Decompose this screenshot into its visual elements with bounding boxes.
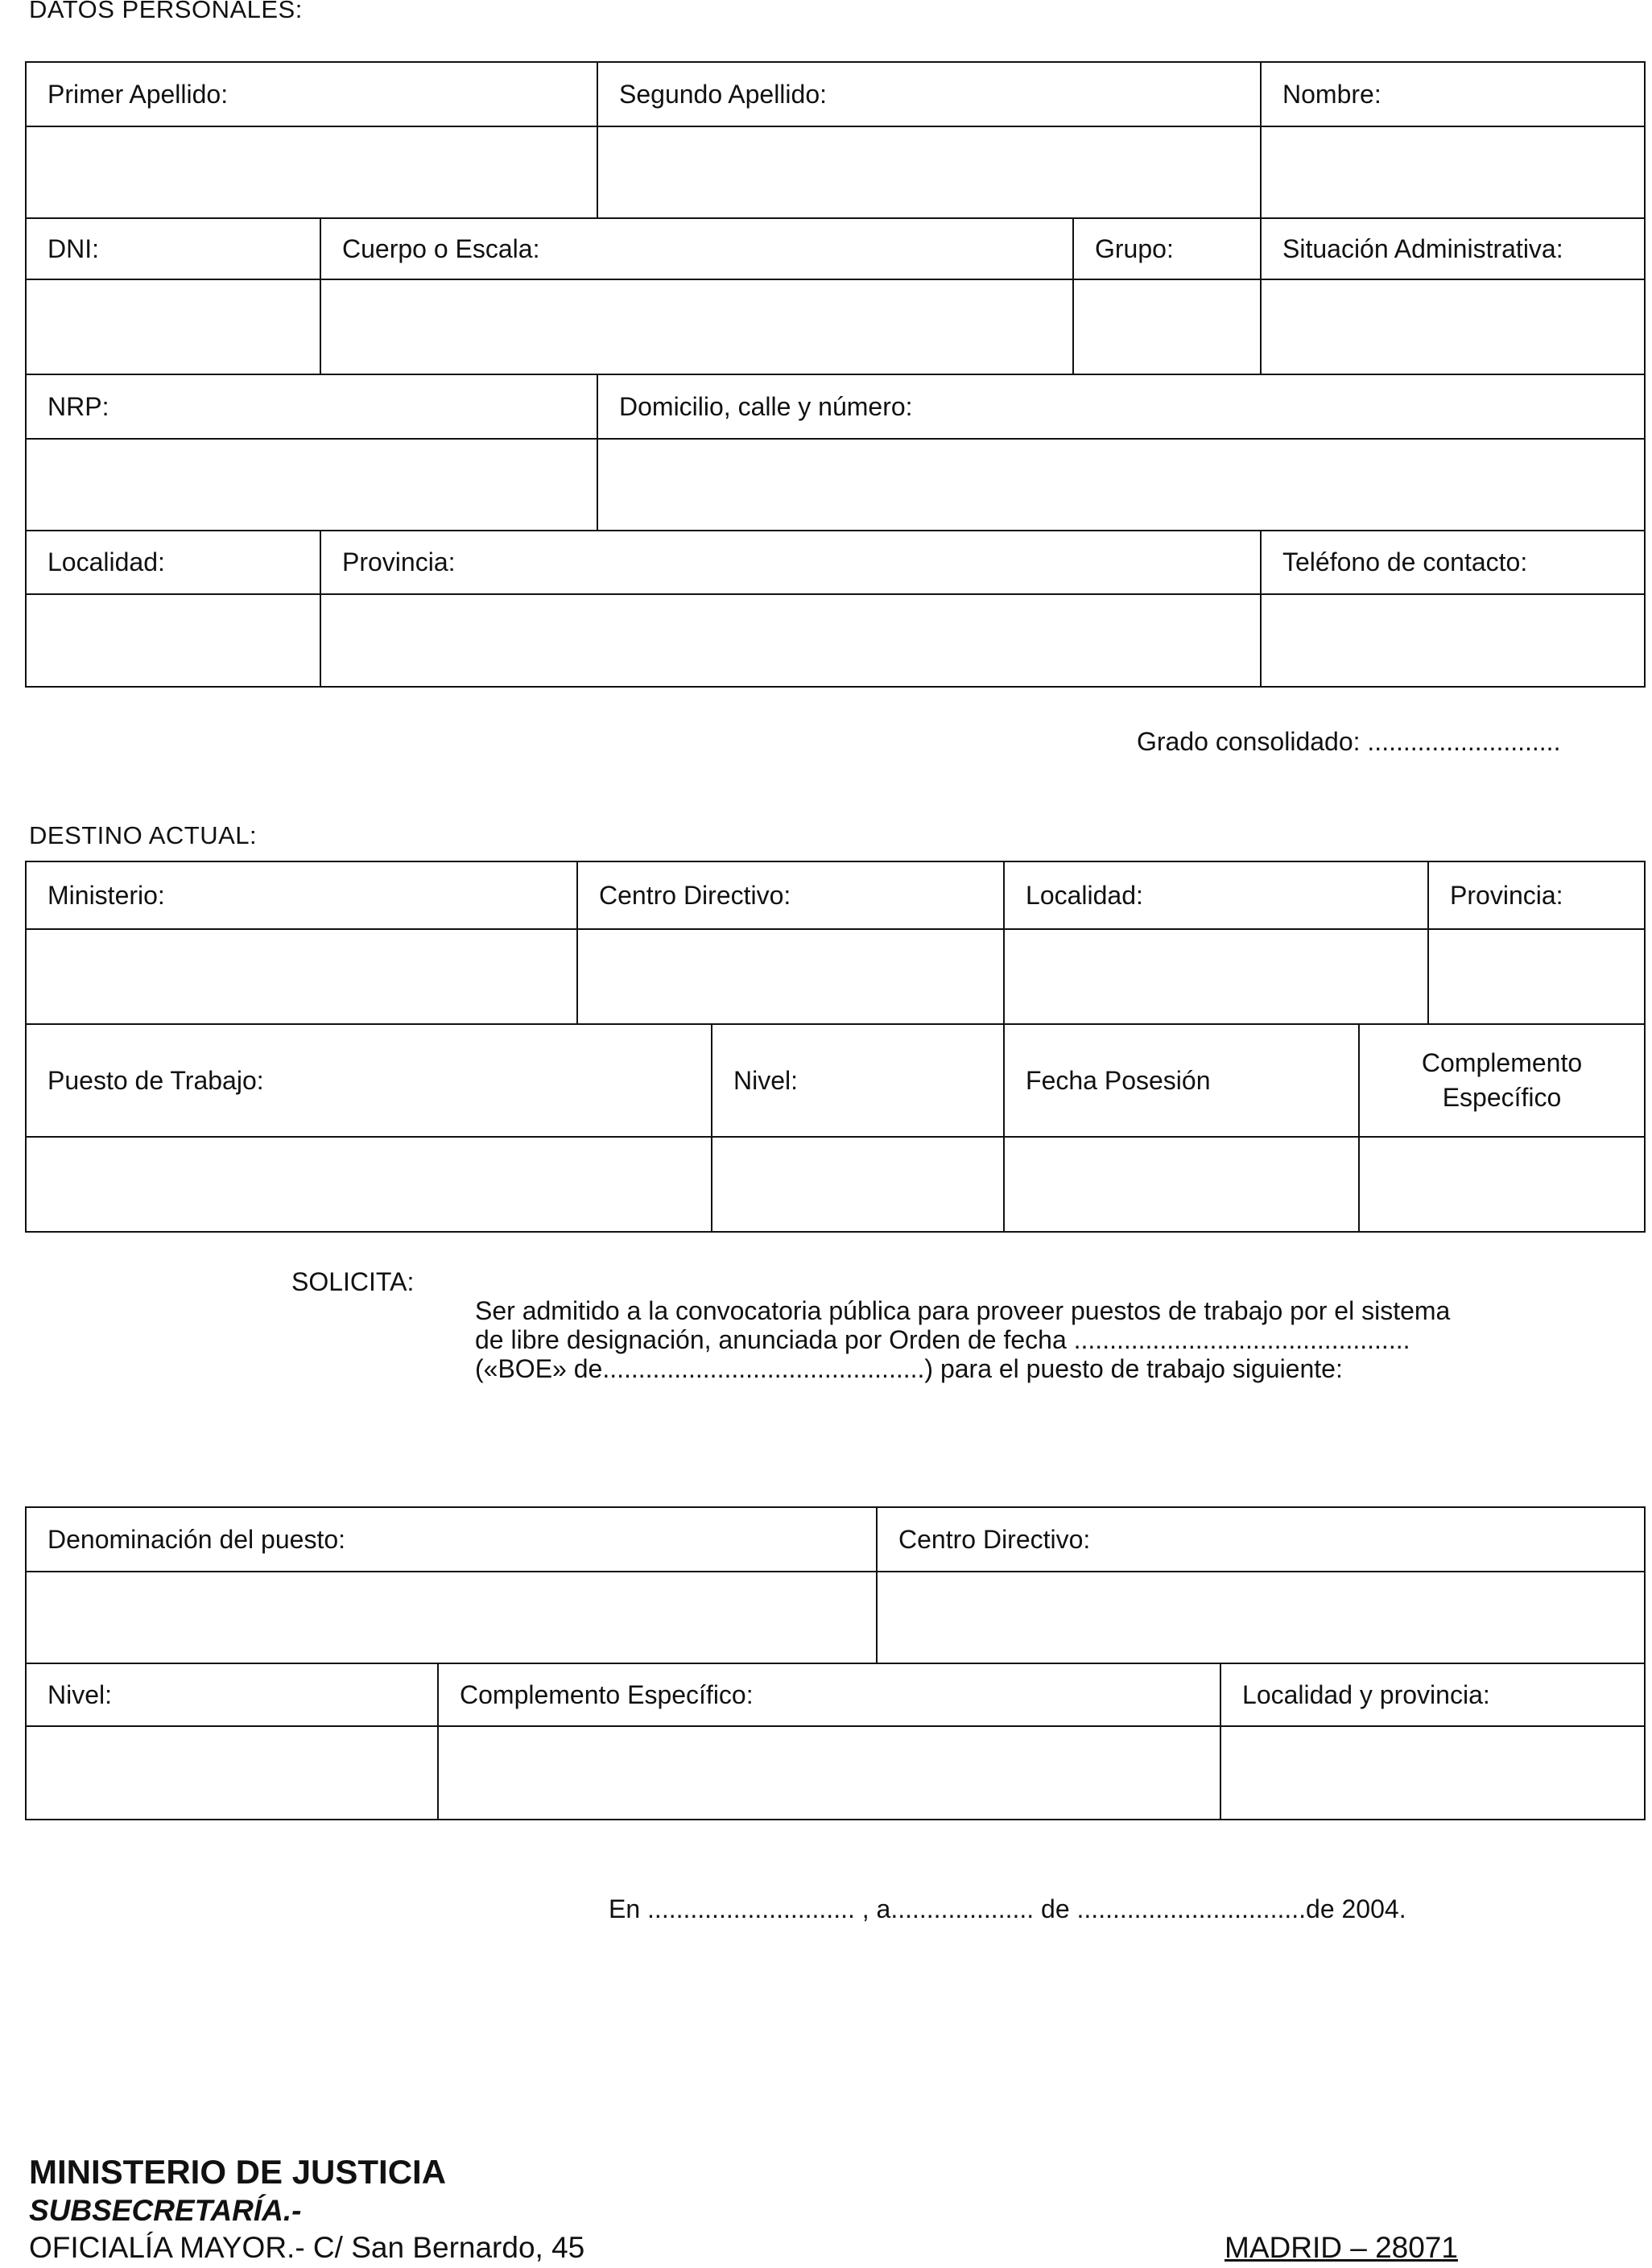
destino-provincia-field[interactable] [1428, 929, 1645, 1024]
grupo-field[interactable] [1073, 279, 1261, 374]
provincia-label: Provincia: [320, 531, 1261, 594]
fecha-line: En ............................. , a.................... de ................................de 2004. [609, 1894, 1406, 1923]
puesto-solicitado-table [25, 1506, 1646, 1820]
ps-complemento-label: Complemento Específico: [438, 1663, 1220, 1726]
destino-nivel-label: Nivel: [712, 1024, 1004, 1137]
grado-consolidado: Grado consolidado: ........................... [1137, 727, 1561, 756]
solicita-line-2: de libre designación, anunciada por Orden de fecha ............................................... [475, 1325, 1410, 1354]
domicilio-label: Domicilio, calle y número: [597, 374, 1645, 439]
fecha-posesion-label: Fecha Posesión [1004, 1024, 1359, 1137]
ps-nivel-label: Nivel: [26, 1663, 438, 1726]
nrp-field[interactable] [26, 439, 597, 531]
centro-directivo-label: Centro Directivo: [577, 861, 1004, 929]
cuerpo-field[interactable] [320, 279, 1073, 374]
nombre-label: Nombre: [1261, 62, 1645, 126]
ministerio-field[interactable] [26, 929, 577, 1024]
subsecretaria: SUBSECRETARÍA.- [29, 2194, 302, 2227]
denominacion-field[interactable] [26, 1572, 877, 1663]
ps-nivel-field[interactable] [26, 1726, 438, 1820]
primer-apellido-field[interactable] [26, 126, 597, 218]
ps-centro-directivo-field[interactable] [877, 1572, 1645, 1663]
fecha-posesion-field[interactable] [1004, 1137, 1359, 1232]
segundo-apellido-label: Segundo Apellido: [597, 62, 1261, 126]
ps-localidad-label: Localidad y provincia: [1220, 1663, 1645, 1726]
complemento-especifico-field[interactable] [1359, 1137, 1645, 1232]
ps-complemento-field[interactable] [438, 1726, 1220, 1820]
personal-data-table [25, 61, 1646, 688]
solicita-line-3: («BOE» de.............................................) para el puesto de trabajo siguiente: [475, 1354, 1343, 1383]
telefono-label: Teléfono de contacto: [1261, 531, 1645, 594]
denominacion-label: Denominación del puesto: [26, 1507, 877, 1572]
grupo-label: Grupo: [1073, 218, 1261, 279]
centro-directivo-field[interactable] [577, 929, 1004, 1024]
cuerpo-label: Cuerpo o Escala: [320, 218, 1073, 279]
provincia-field[interactable] [320, 594, 1261, 687]
destino-provincia-label: Provincia: [1428, 861, 1645, 929]
telefono-field[interactable] [1261, 594, 1645, 687]
localidad-label: Localidad: [26, 531, 320, 594]
ps-centro-directivo-label: Centro Directivo: [877, 1507, 1645, 1572]
ps-localidad-field[interactable] [1220, 1726, 1645, 1820]
destino-localidad-field[interactable] [1004, 929, 1428, 1024]
solicita-line-1: Ser admitido a la convocatoria pública para proveer puestos de trabajo por el sistema [475, 1296, 1451, 1325]
dni-field[interactable] [26, 279, 320, 374]
personal-section-title: DATOS PERSONALES: [29, 0, 303, 23]
ministerio-label: Ministerio: [26, 861, 577, 929]
solicita-label: SOLICITA: [291, 1267, 415, 1296]
dni-label: DNI: [26, 218, 320, 279]
puesto-trabajo-label: Puesto de Trabajo: [26, 1024, 712, 1137]
city: MADRID – 28071 [1225, 2231, 1458, 2264]
primer-apellido-label: Primer Apellido: [26, 62, 597, 126]
situacion-label: Situación Administrativa: [1261, 218, 1645, 279]
destino-section-title: DESTINO ACTUAL: [29, 821, 258, 849]
destino-localidad-label: Localidad: [1004, 861, 1428, 929]
nrp-label: NRP: [26, 374, 597, 439]
puesto-trabajo-field[interactable] [26, 1137, 712, 1232]
localidad-field[interactable] [26, 594, 320, 687]
ministry-title: MINISTERIO DE JUSTICIA [29, 2153, 447, 2191]
situacion-field[interactable] [1261, 279, 1645, 374]
destino-nivel-field[interactable] [712, 1137, 1004, 1232]
segundo-apellido-field[interactable] [597, 126, 1261, 218]
nombre-field[interactable] [1261, 126, 1645, 218]
complemento-especifico-label: Complemento Específico [1359, 1024, 1645, 1137]
domicilio-field[interactable] [597, 439, 1645, 531]
destino-table [25, 861, 1646, 1233]
address: OFICIALÍA MAYOR.- C/ San Bernardo, 45 [29, 2231, 585, 2264]
solicita-text [475, 1267, 1450, 1412]
